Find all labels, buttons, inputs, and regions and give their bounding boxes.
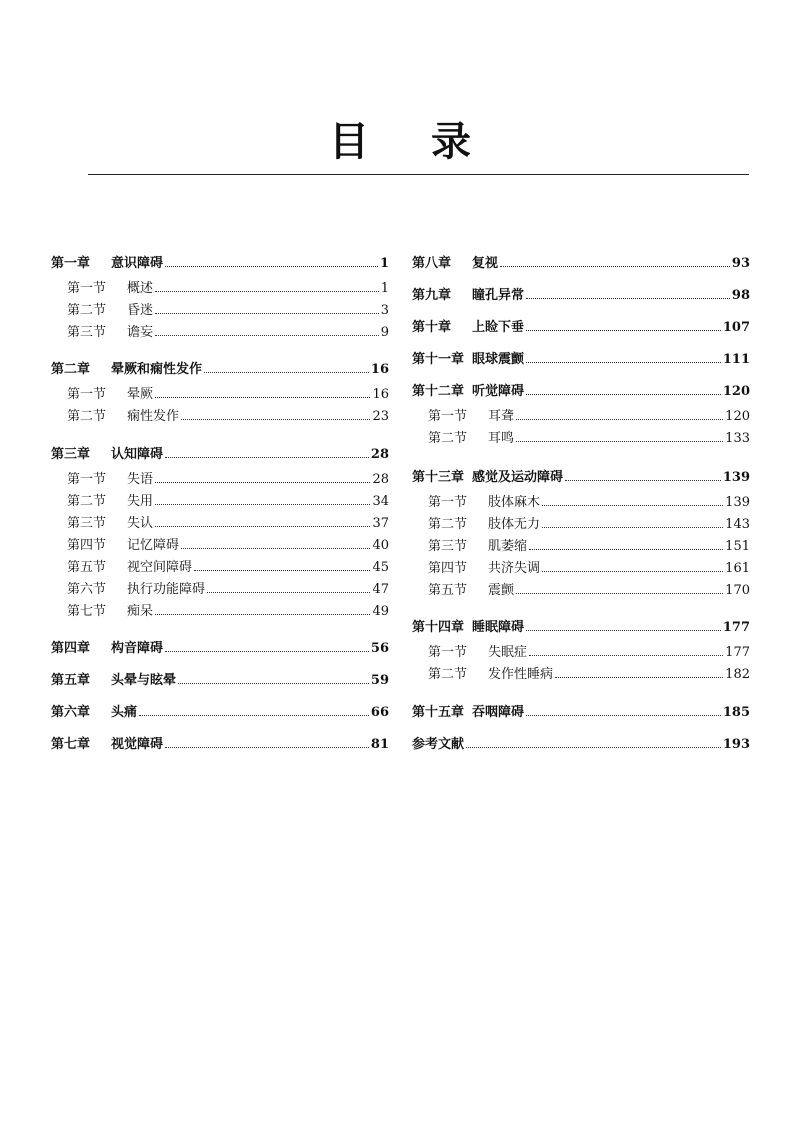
page-title: 目 录 (329, 119, 495, 165)
dot-leader (207, 592, 370, 593)
page-number: 177 (722, 620, 750, 635)
section-title: 晕厥 (127, 387, 154, 402)
toc-chapter-entry[interactable] (412, 254, 750, 274)
toc-section-entry[interactable] (51, 491, 389, 513)
page-number: 120 (722, 384, 750, 399)
chapter-number: 第十一章 (412, 352, 465, 367)
section-title: 肢体无力 (488, 517, 541, 532)
page-number: 182 (725, 667, 750, 682)
dot-leader (466, 747, 721, 748)
dot-leader (516, 593, 723, 594)
toc-section-entry[interactable] (51, 278, 389, 300)
chapter-number: 第二章 (51, 362, 91, 377)
dot-leader (155, 526, 370, 527)
dot-leader (165, 651, 369, 652)
dot-leader (155, 397, 370, 398)
page-number: 111 (722, 352, 750, 367)
chapter-title: 睡眠障碍 (472, 620, 525, 635)
toc-section-entry[interactable] (412, 558, 750, 580)
dot-leader (155, 291, 379, 292)
toc-section-entry[interactable] (412, 580, 750, 602)
section-title: 谵妄 (127, 325, 154, 340)
chapter-title: 吞咽障碍 (472, 705, 525, 720)
dot-leader (526, 394, 721, 395)
toc-right-column (412, 254, 750, 759)
page-number: 185 (722, 705, 750, 720)
toc-section-entry[interactable] (51, 513, 389, 535)
section-number: 第二节 (428, 517, 468, 532)
toc-chapter-entry[interactable] (51, 703, 389, 723)
chapter-number: 第九章 (412, 288, 452, 303)
dot-leader (194, 570, 370, 571)
chapter-title: 视觉障碍 (111, 737, 164, 752)
toc-chapter-entry[interactable] (412, 703, 750, 723)
page-number: 170 (725, 583, 750, 598)
page-number: 81 (370, 737, 389, 752)
section-title: 肌萎缩 (488, 539, 528, 554)
dot-leader (526, 298, 730, 299)
chapter-title: 头晕与眩晕 (111, 673, 177, 688)
section-title: 执行功能障碍 (127, 582, 206, 597)
section-title: 失认 (127, 516, 154, 531)
chapter-number: 第十四章 (412, 620, 465, 635)
chapter-title: 晕厥和痫性发作 (111, 362, 203, 377)
page-number: 23 (372, 409, 389, 424)
section-number: 第七节 (67, 604, 107, 619)
dot-leader (155, 482, 370, 483)
chapter-title: 复视 (472, 256, 499, 271)
page-number: 133 (725, 431, 750, 446)
dot-leader (516, 419, 723, 420)
dot-leader (155, 504, 370, 505)
section-number: 第二节 (428, 667, 468, 682)
page-number: 37 (372, 516, 389, 531)
chapter-number: 第一章 (51, 256, 91, 271)
page-number: 120 (725, 409, 750, 424)
chapter-number: 第十五章 (412, 705, 465, 720)
toc-chapter-entry[interactable] (412, 468, 750, 488)
chapter-title: 认知障碍 (111, 447, 164, 462)
section-number: 第一节 (428, 645, 468, 660)
section-number: 第二节 (67, 494, 107, 509)
toc-chapter-entry[interactable] (51, 360, 389, 380)
section-title: 耳鸣 (488, 431, 515, 446)
page-number: 49 (372, 604, 389, 619)
dot-leader (155, 614, 370, 615)
toc-chapter-entry[interactable] (51, 445, 389, 465)
page-number: 143 (725, 517, 750, 532)
dot-leader (529, 549, 723, 550)
chapter-title: 感觉及运动障碍 (472, 470, 564, 485)
toc-section-entry[interactable] (51, 300, 389, 322)
page-number: 107 (722, 320, 750, 335)
dot-leader (165, 266, 378, 267)
section-number: 第四节 (428, 561, 468, 576)
page-number: 47 (372, 582, 389, 597)
section-title: 视空间障碍 (127, 560, 193, 575)
toc-chapter-entry[interactable] (412, 318, 750, 338)
section-number: 第五节 (67, 560, 107, 575)
page-number: 1 (379, 256, 389, 271)
chapter-number: 第三章 (51, 447, 91, 462)
toc-section-entry[interactable] (412, 642, 750, 664)
page-number: 98 (731, 288, 750, 303)
dot-leader (165, 457, 369, 458)
toc-section-entry[interactable] (412, 406, 750, 428)
toc-chapter-entry[interactable] (51, 671, 389, 691)
dot-leader (542, 571, 723, 572)
section-number: 第三节 (428, 539, 468, 554)
title-divider (88, 174, 749, 175)
toc-section-entry[interactable] (412, 428, 750, 450)
page-number: 28 (370, 447, 389, 462)
dot-leader (526, 330, 721, 331)
chapter-number: 第七章 (51, 737, 91, 752)
section-number: 第四节 (67, 538, 107, 553)
toc-chapter-entry[interactable] (412, 350, 750, 370)
toc-section-entry[interactable] (51, 601, 389, 623)
section-number: 第一节 (428, 409, 468, 424)
toc-section-entry[interactable] (51, 535, 389, 557)
section-title: 失眠症 (488, 645, 528, 660)
toc-section-entry[interactable] (51, 469, 389, 491)
section-number: 第六节 (67, 582, 107, 597)
dot-leader (526, 630, 721, 631)
toc-section-entry[interactable] (51, 579, 389, 601)
dot-leader (181, 419, 370, 420)
section-title: 发作性睡病 (488, 667, 554, 682)
toc-section-entry[interactable] (412, 536, 750, 558)
chapter-title: 构音障碍 (111, 641, 164, 656)
page-number: 9 (380, 325, 389, 340)
page-number: 45 (372, 560, 389, 575)
section-number: 第二节 (428, 431, 468, 446)
toc-section-entry[interactable] (51, 322, 389, 344)
dot-leader (155, 335, 379, 336)
dot-leader (526, 362, 721, 363)
chapter-number: 第五章 (51, 673, 91, 688)
chapter-title: 眼球震颤 (472, 352, 525, 367)
toc-chapter-entry[interactable] (412, 382, 750, 402)
toc-chapter-entry[interactable] (51, 254, 389, 274)
toc-chapter-entry[interactable] (412, 286, 750, 306)
chapter-number: 第十三章 (412, 470, 465, 485)
chapter-number: 第十二章 (412, 384, 465, 399)
section-title: 失语 (127, 472, 154, 487)
section-title: 耳聋 (488, 409, 515, 424)
section-number: 第二节 (67, 303, 107, 318)
page-number: 66 (370, 705, 389, 720)
page-number: 139 (722, 470, 750, 485)
page-number: 16 (372, 387, 389, 402)
chapter-title: 听觉障碍 (472, 384, 525, 399)
section-title: 记忆障碍 (127, 538, 180, 553)
page-number: 16 (370, 362, 389, 377)
page-number: 3 (380, 303, 389, 318)
section-title: 震颤 (488, 583, 515, 598)
toc-section-entry[interactable] (412, 664, 750, 686)
dot-leader (542, 527, 723, 528)
section-number: 第三节 (67, 516, 107, 531)
page-number: 193 (722, 737, 750, 752)
toc-left-column (51, 254, 389, 759)
page-number: 139 (725, 495, 750, 510)
page-number: 1 (380, 281, 389, 296)
toc-section-entry[interactable] (412, 492, 750, 514)
chapter-number: 第十章 (412, 320, 452, 335)
chapter-title: 意识障碍 (111, 256, 164, 271)
section-number: 第一节 (67, 387, 107, 402)
section-number: 第一节 (428, 495, 468, 510)
page-number: 59 (370, 673, 389, 688)
section-title: 共济失调 (488, 561, 541, 576)
chapter-number: 第六章 (51, 705, 91, 720)
page-number: 161 (725, 561, 750, 576)
toc-chapter-entry[interactable] (51, 639, 389, 659)
section-number: 第一节 (67, 472, 107, 487)
toc-section-entry[interactable] (51, 557, 389, 579)
section-title: 肢体麻木 (488, 495, 541, 510)
section-number: 第三节 (67, 325, 107, 340)
chapter-title: 上睑下垂 (472, 320, 525, 335)
dot-leader (500, 266, 730, 267)
section-number: 第一节 (67, 281, 107, 296)
page-number: 93 (731, 256, 750, 271)
toc-section-entry[interactable] (51, 384, 389, 406)
toc-chapter-entry[interactable] (412, 735, 750, 755)
chapter-title: 头痛 (111, 705, 138, 720)
dot-leader (165, 747, 369, 748)
dot-leader (178, 683, 369, 684)
section-title: 概述 (127, 281, 154, 296)
toc-section-entry[interactable] (412, 514, 750, 536)
dot-leader (139, 715, 369, 716)
dot-leader (542, 505, 723, 506)
section-number: 第二节 (67, 409, 107, 424)
chapter-number: 第四章 (51, 641, 91, 656)
section-title: 失用 (127, 494, 154, 509)
dot-leader (155, 313, 379, 314)
toc-section-entry[interactable] (51, 406, 389, 428)
page-number: 40 (372, 538, 389, 553)
page-number: 56 (370, 641, 389, 656)
dot-leader (565, 480, 721, 481)
dot-leader (529, 655, 723, 656)
page-number: 28 (372, 472, 389, 487)
dot-leader (181, 548, 370, 549)
section-title: 昏迷 (127, 303, 154, 318)
dot-leader (204, 372, 369, 373)
dot-leader (526, 715, 721, 716)
section-title: 痫性发作 (127, 409, 180, 424)
dot-leader (555, 677, 723, 678)
section-title: 痴呆 (127, 604, 154, 619)
toc-chapter-entry[interactable] (412, 618, 750, 638)
chapter-number: 第八章 (412, 256, 452, 271)
chapter-title: 瞳孔异常 (472, 288, 525, 303)
chapter-title: 参考文献 (412, 737, 465, 752)
dot-leader (516, 441, 723, 442)
section-number: 第五节 (428, 583, 468, 598)
page-number: 177 (725, 645, 750, 660)
page-number: 34 (372, 494, 389, 509)
page-number: 151 (725, 539, 750, 554)
toc-chapter-entry[interactable] (51, 735, 389, 755)
